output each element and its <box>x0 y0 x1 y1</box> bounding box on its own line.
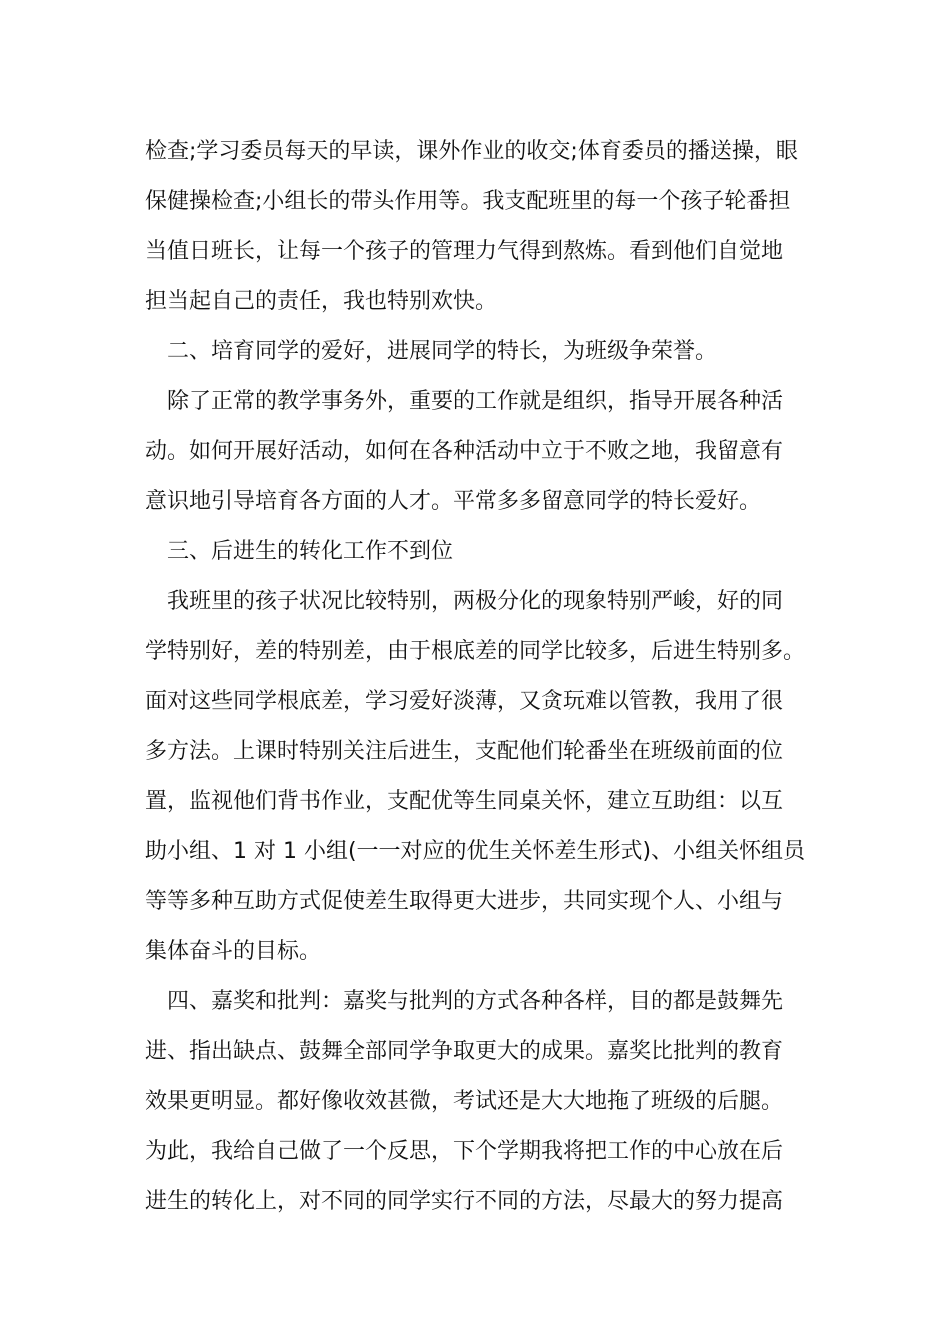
text-line: 面对这些同学根底差，学习爱好淡薄，又贪玩难以管教，我用了很 <box>145 689 784 714</box>
text-line: 进、指出缺点、鼓舞全部同学争取更大的成果。嘉奖比批判的教育 <box>145 1039 784 1064</box>
text-line: 进生的转化上，对不同的同学实行不同的方法，尽最大的努力提高 <box>145 1189 784 1214</box>
section-heading-4: 四、嘉奖和批判：嘉奖与批判的方式各种各样，目的都是鼓舞先 <box>167 989 784 1014</box>
text-line: 助小组、1 对 1 小组(一一对应的优生关怀差生形式)、小组关怀组员 <box>145 839 806 864</box>
text-line: 担当起自己的责任，我也特别欢快。 <box>145 289 498 314</box>
text-line: 保健操检查;小组长的带头作用等。我支配班里的每一个孩子轮番担 <box>145 189 791 214</box>
text-line: 检查;学习委员每天的早读，课外作业的收交;体育委员的播送操，眼 <box>145 139 798 164</box>
text-line: 学特别好，差的特别差，由于根底差的同学比较多，后进生特别多。 <box>145 639 806 664</box>
section-heading-3: 三、后进生的转化工作不到位 <box>167 539 454 564</box>
text-line: 为此，我给自己做了一个反思，下个学期我将把工作的中心放在后 <box>145 1139 784 1164</box>
text-line: 除了正常的教学事务外，重要的工作就是组织，指导开展各种活 <box>167 389 784 414</box>
text-line: 效果更明显。都好像收效甚微，考试还是大大地拖了班级的后腿。 <box>145 1089 784 1114</box>
section-heading-2: 二、培育同学的爱好，进展同学的特长，为班级争荣誉。 <box>167 339 718 364</box>
text-line: 动。如何开展好活动，如何在各种活动中立于不败之地，我留意有 <box>145 439 784 464</box>
text-line: 当值日班长，让每一个孩子的管理力气得到熬炼。看到他们自觉地 <box>145 239 784 264</box>
text-line: 置，监视他们背书作业，支配优等生同桌关怀，建立互助组：以互 <box>145 789 784 814</box>
text-line: 等等多种互助方式促使差生取得更大进步，共同实现个人、小组与 <box>145 889 784 914</box>
text-line: 多方法。上课时特别关注后进生，支配他们轮番坐在班级前面的位 <box>145 739 784 764</box>
text-line: 集体奋斗的目标。 <box>145 939 322 964</box>
text-line: 意识地引导培育各方面的人才。平常多多留意同学的特长爱好。 <box>145 489 762 514</box>
document-body <box>145 127 825 1227</box>
text-line: 我班里的孩子状况比较特别，两极分化的现象特别严峻，好的同 <box>167 589 784 614</box>
